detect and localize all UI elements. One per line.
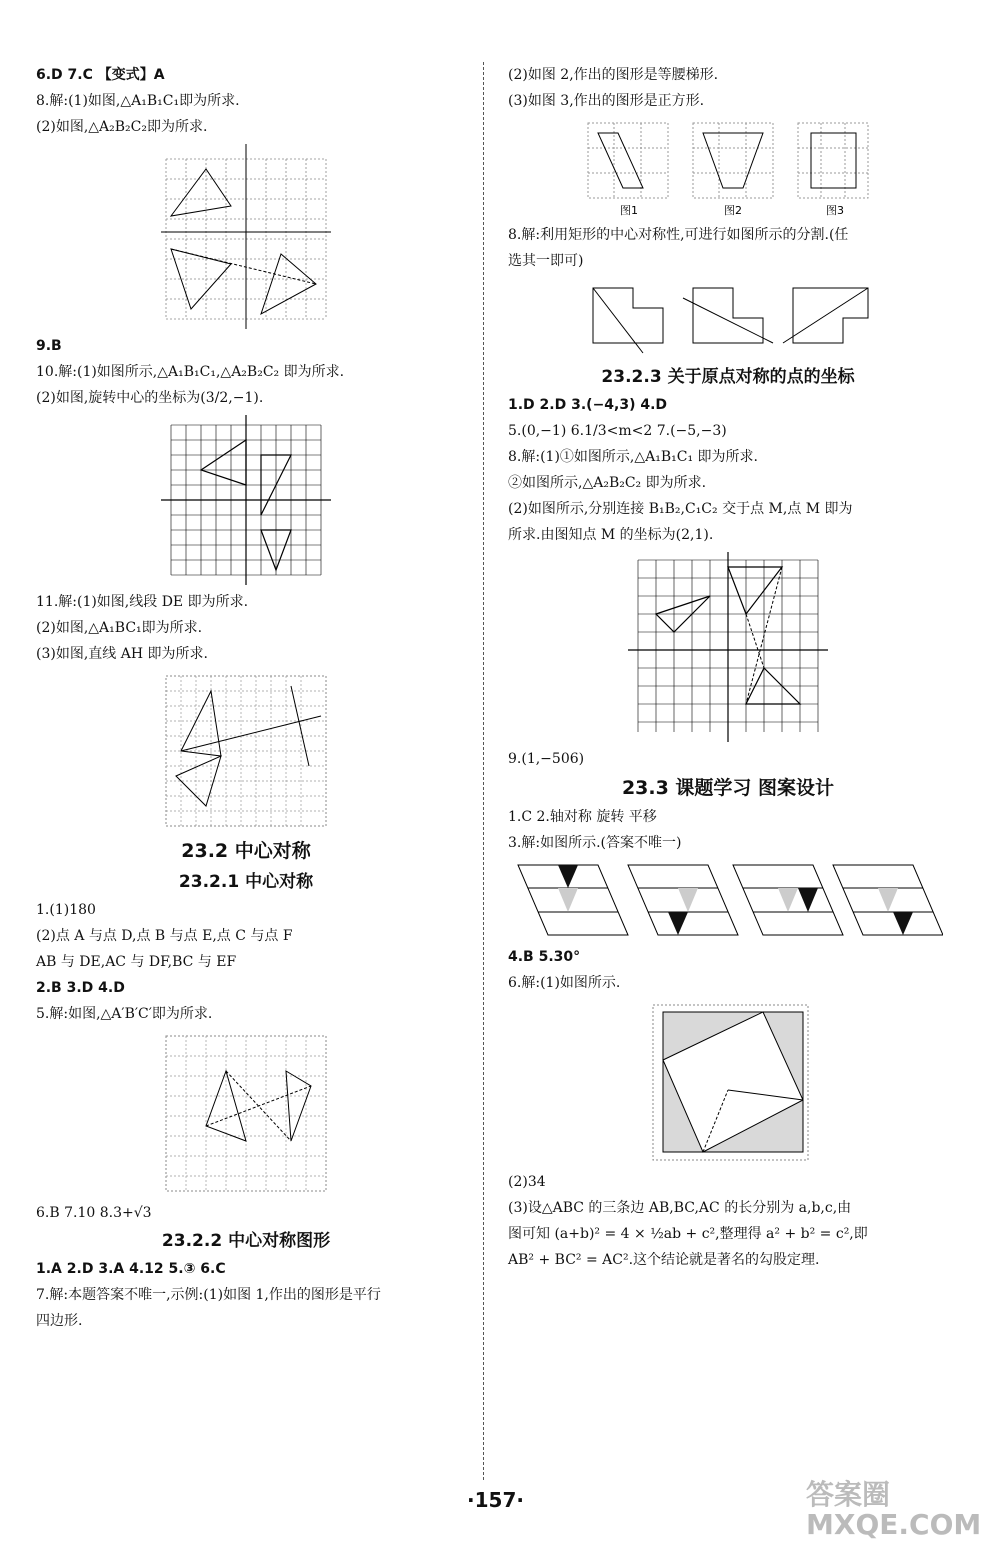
answer-line: 5.解:如图,△A′B′C′即为所求.: [36, 1006, 213, 1022]
left-column: [36, 62, 456, 1334]
answer-line: 6.D 7.C 【变式】A: [36, 67, 165, 83]
answer-line: 1.(1)180: [36, 902, 96, 918]
section-subheading: 23.2.1 中心对称: [178, 872, 314, 892]
answer-line: (2)如图 2,作出的图形是等腰梯形.: [508, 67, 719, 83]
page-number: ·157·: [467, 1488, 524, 1512]
coordinate-figure-q8-origin: [628, 552, 828, 742]
answer-line: 9.(1,−506): [508, 751, 585, 767]
pythagorean-proof-figure: [628, 1000, 828, 1165]
answer-line: 所求.由图知点 M 的坐标为(2,1).: [508, 527, 714, 543]
answer-line: AB² + BC² = AC².这个结论就是著名的勾股定理.: [508, 1252, 820, 1268]
answer-line: 6.B 7.10 8.3+√3: [36, 1205, 152, 1221]
answer-line: 1.C 2.轴对称 旋转 平移: [508, 809, 657, 825]
answer-line: (2)如图所示,分别连接 B₁B₂,C₁C₂ 交于点 M,点 M 即为: [508, 501, 853, 517]
answer-line: 选其一即可): [508, 253, 584, 269]
answer-line: (2)如图,△A₁BC₁即为所求.: [36, 620, 203, 636]
answer-line: 1.A 2.D 3.A 4.12 5.③ 6.C: [36, 1261, 226, 1277]
answer-line: AB 与 DE,AC 与 DF,BC 与 EF: [36, 954, 237, 970]
answer-line: 4.B 5.30°: [508, 949, 581, 965]
answer-line: 6.解:(1)如图所示.: [508, 975, 621, 991]
answer-line: 8.解:(1)①如图所示,△A₁B₁C₁ 即为所求.: [508, 449, 758, 465]
answer-line: (2)34: [508, 1174, 546, 1190]
grid-figure-q5: [161, 1031, 331, 1196]
coordinate-figure-q8: [161, 144, 331, 329]
answer-line: 8.解:利用矩形的中心对称性,可进行如图所示的分割.(任: [508, 227, 849, 243]
figure-label: 图2: [724, 204, 742, 217]
answer-line: 2.B 3.D 4.D: [36, 980, 125, 996]
answer-line: 8.解:(1)如图,△A₁B₁C₁即为所求.: [36, 93, 240, 109]
answer-line: 7.解:本题答案不唯一,示例:(1)如图 1,作出的图形是平行: [36, 1287, 381, 1303]
answer-line: (2)点 A 与点 D,点 B 与点 E,点 C 与点 F: [36, 928, 293, 944]
figure-label: 图1: [620, 204, 638, 217]
section-heading: 23.3 课题学习 图案设计: [621, 777, 835, 799]
answer-line: 1.D 2.D 3.(−4,3) 4.D: [508, 397, 668, 413]
three-small-grids-figure: [578, 118, 878, 218]
watermark-logo: 答案圈 MXQE.COM: [806, 1478, 982, 1541]
answer-line: (3)设△ABC 的三条边 AB,BC,AC 的长分别为 a,b,c,由: [508, 1200, 852, 1216]
answer-line: 四边形.: [36, 1313, 83, 1329]
answer-line: (3)如图,直线 AH 即为所求.: [36, 646, 208, 662]
answer-line: 11.解:(1)如图,线段 DE 即为所求.: [36, 594, 249, 610]
rectangle-division-figure: [578, 278, 878, 358]
right-column: [508, 62, 948, 1273]
coordinate-figure-q10: [161, 415, 331, 585]
answer-line: (2)如图,旋转中心的坐标为(3/2,−1).: [36, 390, 264, 406]
section-subheading: 23.2.3 关于原点对称的点的坐标: [601, 367, 855, 387]
answer-line: (3)如图 3,作出的图形是正方形.: [508, 93, 705, 109]
column-divider: [483, 62, 484, 1480]
answer-line: 9.B: [36, 338, 62, 354]
answer-line: 3.解:如图所示.(答案不唯一): [508, 835, 682, 851]
section-subheading: 23.2.2 中心对称图形: [161, 1231, 331, 1251]
answer-line: 10.解:(1)如图所示,△A₁B₁C₁,△A₂B₂C₂ 即为所求.: [36, 364, 345, 380]
answer-line: (2)如图,△A₂B₂C₂即为所求.: [36, 119, 208, 135]
triangle-pattern-figure: [513, 860, 943, 940]
answer-line: 图可知 (a+b)² = 4 × ½ab + c²,整理得 a² + b² = c²,即: [508, 1226, 868, 1242]
grid-figure-q11: [161, 671, 331, 831]
answer-line: ②如图所示,△A₂B₂C₂ 即为所求.: [508, 475, 707, 491]
section-heading: 23.2 中心对称: [181, 840, 311, 862]
figure-label: 图3: [826, 204, 844, 217]
answer-line: 5.(0,−1) 6.1/3<m<2 7.(−5,−3): [508, 423, 727, 439]
